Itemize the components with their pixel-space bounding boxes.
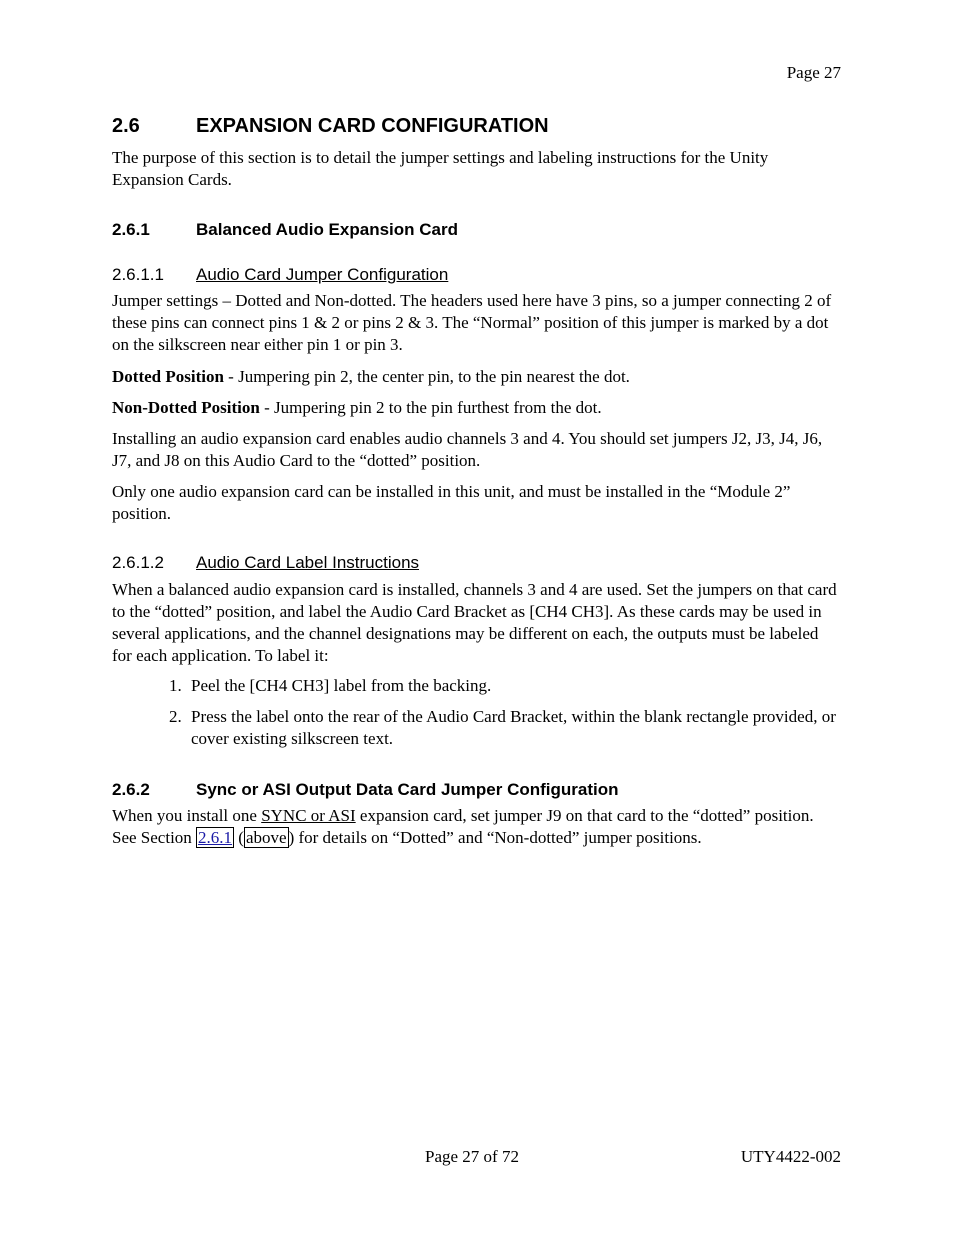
subsection-title: Sync or ASI Output Data Card Jumper Configuration [196, 780, 619, 799]
sync-asi-paragraph: When you install one SYNC or ASI expansion card, set jumper J9 on that card to the “dotted” position. See Section 2.6.1 ( above ) for details on “Dotted” and “Non-dotted” jumper positions. [112, 806, 814, 847]
nondotted-position-paragraph [112, 397, 842, 419]
subsection-title: Balanced Audio Expansion Card [196, 220, 458, 239]
subsection-heading-2-6-2 [112, 779, 619, 801]
label-steps-list [169, 675, 849, 750]
page-header: Page 27 [786, 63, 841, 82]
list-text: Press the label onto the rear of the Audio Card Bracket, within the blank rectangle provided, or cover existing silkscreen text. [191, 707, 836, 748]
subsubsection-number: 2.6.1.2 [112, 553, 164, 572]
label-instructions-text: When a balanced audio expansion card is installed, channels 3 and 4 are used. Set the jumpers on that card to the “dotted” position, and label the Audio Card Bracket as [CH4 CH3]. As these cards may be used in several applications, and the channel designations may be different on each, the outputs must be labeled for each application. To label it: [112, 580, 837, 665]
section-2-6-1-link[interactable]: 2.6.1 [198, 828, 233, 847]
sync-asi-term: SYNC or ASI [261, 806, 356, 825]
list-item [169, 706, 849, 750]
installing-text: Installing an audio expansion card enables audio channels 3 and 4. You should set jumpers J2, J3, J4, J6, J7, and J8 on this Audio Card to the “dotted” position. [112, 429, 823, 470]
list-item [169, 675, 849, 697]
list-text: Peel the [CH4 CH3] label from the backing. [191, 676, 492, 695]
jumper-settings-text: Jumper settings – Dotted and Non-dotted. The headers used here have 3 pins, so a jumper connecting 2 of these pins can connect pins 1 & 2 or pins 2 & 3. The “Normal” position of this jumper is marked by a dot on the silkscreen near either pin 1 or pin 3. [112, 291, 832, 354]
intro-text: The purpose of this section is to detail the jumper settings and labeling instructions for the Unity Expansion Cards. [112, 148, 769, 189]
list-number: 1. [169, 676, 182, 695]
dotted-label: Dotted Position [112, 367, 224, 386]
installing-paragraph [112, 428, 842, 472]
subsubsection-title: Audio Card Jumper Configuration [196, 265, 449, 284]
only-one-paragraph [112, 481, 842, 525]
subsubsection-heading-2-6-1-2 [112, 552, 419, 574]
above-reference[interactable]: above [245, 828, 287, 847]
dotted-position-paragraph [112, 366, 842, 388]
footer-document-id: UTY4422-002 [740, 1147, 841, 1166]
sync-text-mid: expansion card, set jumper J9 on that card to the “dotted” position. See Section [112, 806, 814, 847]
sync-text-end: for details on “Dotted” and “Non-dotted” jumper positions. [294, 828, 702, 847]
subsection-number: 2.6.1 [112, 220, 150, 239]
only-one-text: Only one audio expansion card can be installed in this unit, and must be installed in the “Module 2” position. [112, 482, 791, 523]
subsubsection-heading-2-6-1-1 [112, 264, 448, 286]
subsection-heading-2-6-1 [112, 219, 458, 241]
label-instructions-paragraph [112, 579, 842, 667]
subsubsection-number: 2.6.1.1 [112, 265, 164, 284]
nondotted-label: Non-Dotted Position [112, 398, 260, 417]
dotted-text: - Jumpering pin 2, the center pin, to the pin nearest the dot. [223, 367, 630, 386]
section-number: 2.6 [112, 115, 140, 137]
sync-text-start: When you install one [112, 806, 262, 825]
jumper-settings-paragraph [112, 290, 842, 356]
subsubsection-title: Audio Card Label Instructions [196, 553, 420, 572]
section-intro [112, 147, 842, 191]
section-heading [112, 113, 549, 139]
footer-page-number: Page 27 of 72 [425, 1147, 519, 1166]
list-number: 2. [169, 707, 182, 726]
section-title: EXPANSION CARD CONFIGURATION [196, 115, 549, 137]
subsection-number: 2.6.2 [112, 780, 150, 799]
nondotted-text: - Jumpering pin 2 to the pin furthest from the dot. [259, 398, 602, 417]
